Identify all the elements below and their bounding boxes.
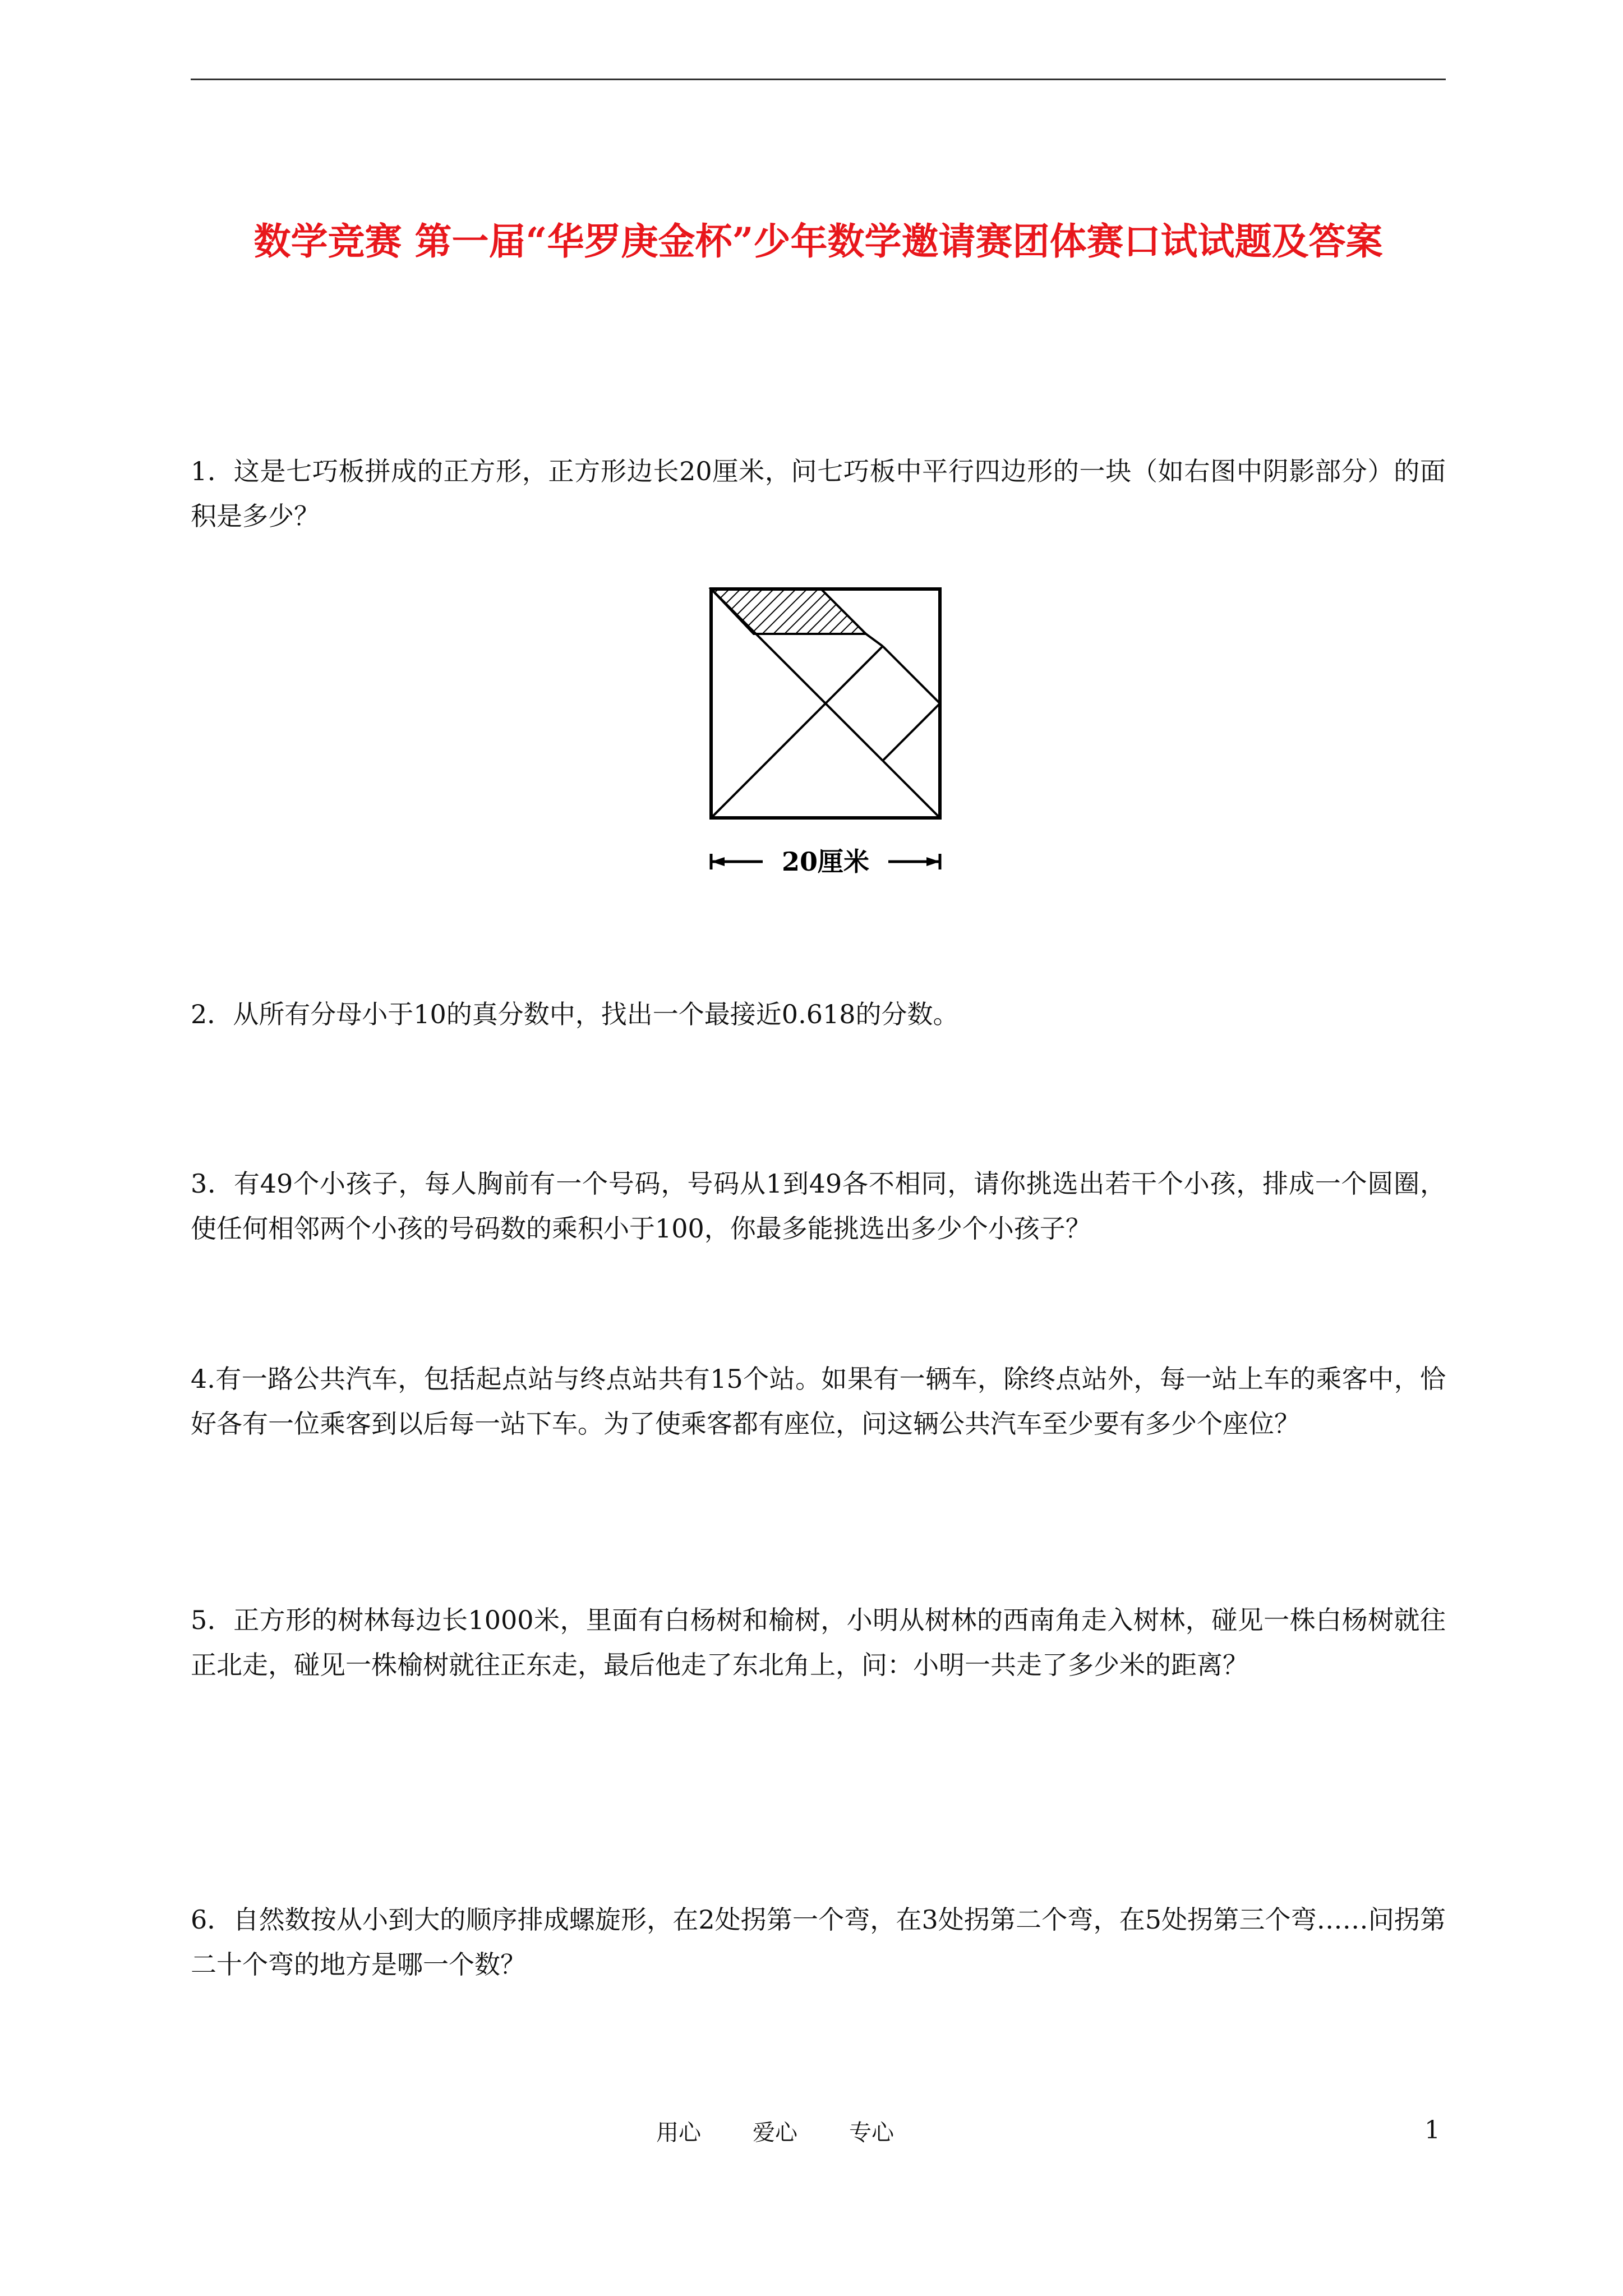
tangram-figure <box>695 578 953 892</box>
footer-item: 用心 <box>656 2120 701 2146</box>
question-4: 4.有一路公共汽车，包括起点站与终点站共有15个站。如果有一辆车，除终点站外，每一站上车的乘客中，恰好各有一位乘客到以后每一站下车。为了使乘客都有座位，问这辆公共汽车至少要有多少个座位？ <box>191 1364 1446 1439</box>
page-number: 1 <box>1424 2116 1440 2145</box>
dimension-label: 20厘米 <box>781 846 870 877</box>
question-3: 3．有49个小孩子，每人胸前有一个号码，号码从1到49各不相同，请你挑选出若干个小孩，排成一个圆圈，使任何相邻两个小孩的号码数的乘积小于100，你最多能挑选出多少个小孩子？ <box>191 1168 1446 1244</box>
footer-slogan <box>656 2115 948 2147</box>
question-1: 1．这是七巧板拼成的正方形，正方形边长20厘米，问七巧板中平行四边形的一块（如右图中阴影部分）的面积是多少？ <box>191 456 1446 531</box>
page-title: 数学竞赛 第一届“华罗庚金杯”少年数学邀请赛团体赛口试试题及答案 <box>253 219 1383 263</box>
footer-item: 专心 <box>849 2120 894 2146</box>
question-2: 2．从所有分母小于10的真分数中，找出一个最接近0.618的分数。 <box>191 999 959 1029</box>
question-5: 5．正方形的树林每边长1000米，里面有白杨树和榆树，小明从树林的西南角走入树林，碰见一株白杨树就往正北走，碰见一株榆树就往正东走，最后他走了东北角上，问：小明一共走了多少米的距离？ <box>191 1605 1446 1680</box>
question-6: 6．自然数按从小到大的顺序排成螺旋形，在2处拐第一个弯，在3处拐第二个弯，在5处拐第三个弯……问拐第二十个弯的地方是哪一个数？ <box>191 1904 1446 1980</box>
header-rule <box>191 79 1446 80</box>
footer-item: 爱心 <box>753 2120 797 2146</box>
